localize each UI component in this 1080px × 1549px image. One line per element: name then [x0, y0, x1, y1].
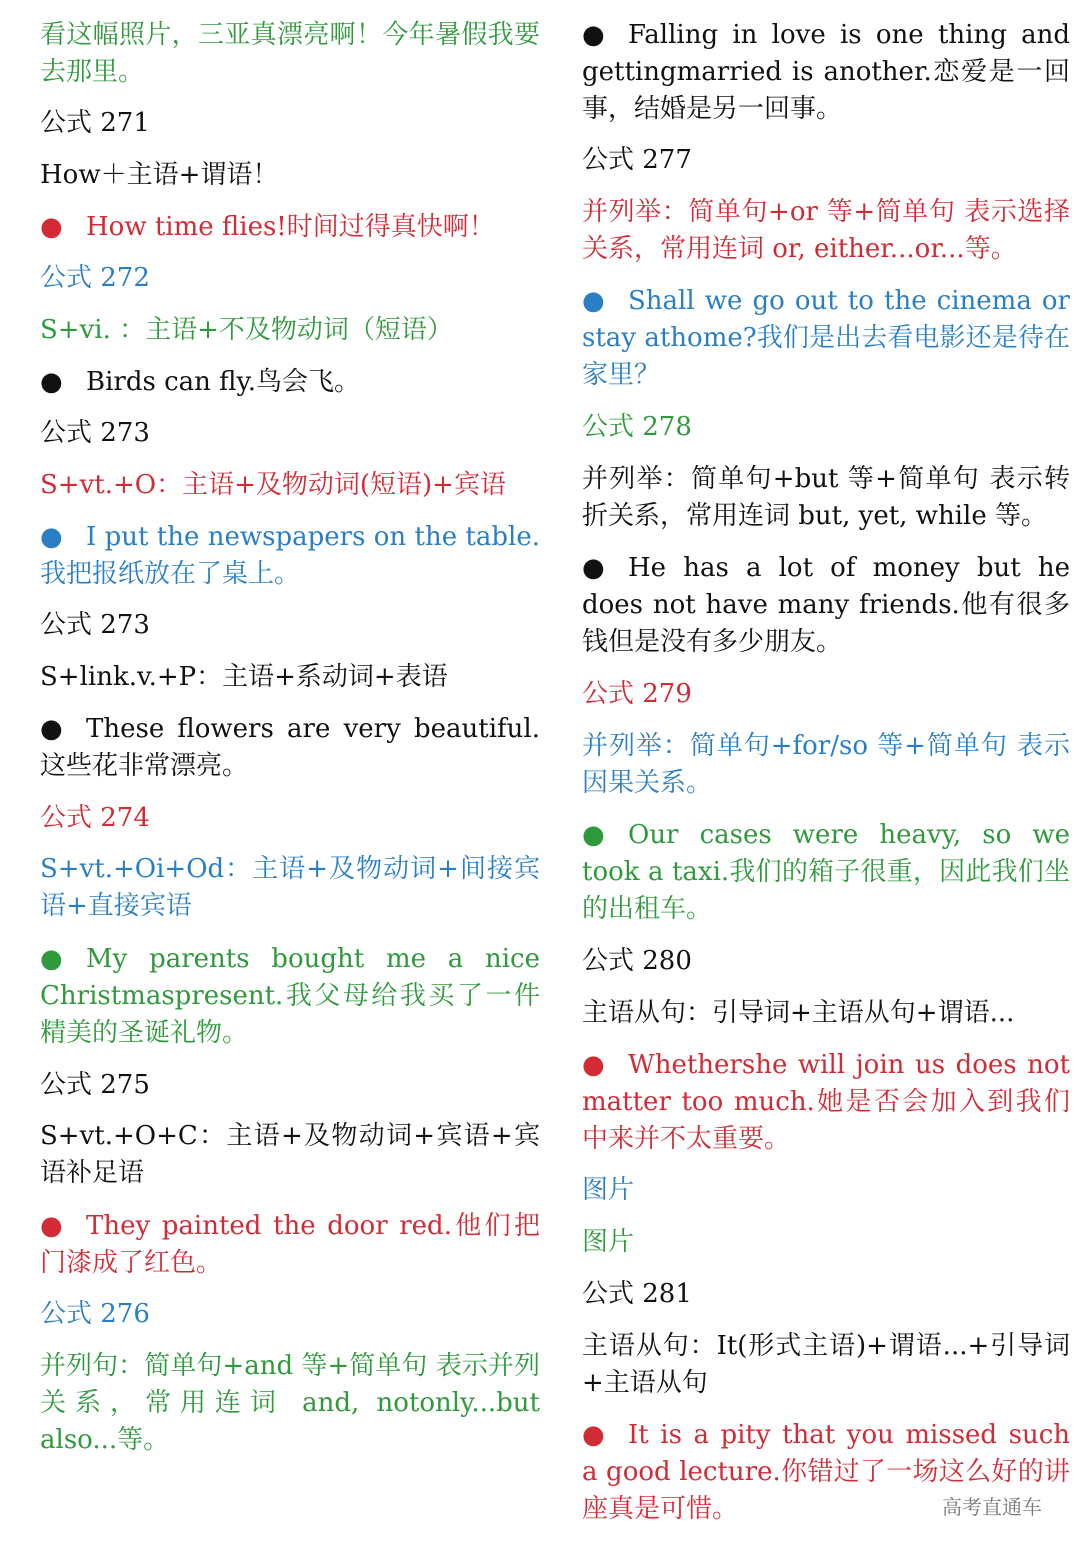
- example-text: My parents bought me a nice Christmaspresent.我父母给我买了一件精美的圣诞礼物。: [40, 944, 540, 1048]
- bullet-dot: ●: [40, 714, 63, 744]
- intro-example-text: 看这幅照片，三亚真漂亮啊！今年暑假我要去那里。: [40, 20, 540, 87]
- example-text: These flowers are very beautiful.这些花非常漂亮。: [40, 714, 540, 781]
- formula-273-rule: S+vt.+O：主语+及物动词(短语)+宾语: [40, 470, 506, 500]
- example-text: He has a lot of money but he does not have many friends.他有很多钱但是没有多少朋友。: [582, 553, 1070, 657]
- formula-281-rule: 主语从句：It(形式主语)+谓语...+引导词+主语从句: [582, 1331, 1070, 1398]
- formula-273b-heading: 公式 273: [40, 610, 150, 640]
- formula-281-heading: 公式 281: [582, 1279, 692, 1309]
- example-text: Falling in love is one thing and gettingmarried is another.恋爱是一回事，结婚是另一回事。: [582, 20, 1070, 124]
- watermark: 高考直通车: [942, 1495, 1042, 1519]
- bullet-dot: ●: [40, 367, 63, 397]
- bullet-dot: ●: [582, 553, 605, 583]
- formula-279-rule: 并列举：简单句+for/so 等+简单句 表示因果关系。: [582, 731, 1070, 798]
- bullet-dot: ●: [582, 820, 605, 850]
- formula-275-rule: S+vt.+O+C：主语+及物动词+宾语+宾语补足语: [40, 1121, 540, 1188]
- example-text: Our cases were heavy, so we took a taxi.我们的箱子很重，因此我们坐的出租车。: [582, 820, 1070, 924]
- formula-276-heading: 公式 276: [40, 1299, 150, 1329]
- bullet-dot: ●: [40, 212, 63, 242]
- image-placeholder-1: 图片: [582, 1175, 635, 1205]
- formula-273b-rule: S+link.v.+P：主语+系动词+表语: [40, 662, 448, 692]
- example-text: It is a pity that you missed such a good lecture.你错过了一场这么好的讲座真是可惜。: [582, 1420, 1070, 1524]
- formula-272-rule: S+vi. ：主语+不及物动词（短语）: [40, 315, 453, 345]
- formula-274-example: [40, 941, 540, 1052]
- formula-278-rule: 并列举：简单句+but 等+简单句 表示转折关系，常用连词 but, yet, while 等。: [582, 464, 1070, 531]
- formula-273b-example: [40, 711, 540, 785]
- formula-279-heading: 公式 279: [582, 679, 692, 709]
- formula-280-example: [582, 1047, 1070, 1158]
- formula-277-heading: 公式 277: [582, 145, 692, 175]
- formula-276-rule: 并列句：简单句+and 等+简单句 表示并列关系，常用连词 and, notonly...but also...等。: [40, 1351, 540, 1455]
- formula-275-heading: 公式 275: [40, 1070, 150, 1100]
- bullet-dot: ●: [40, 522, 63, 552]
- formula-280-rule: 主语从句：引导词+主语从句+谓语...: [582, 998, 1015, 1028]
- bullet-dot: ●: [582, 1420, 605, 1450]
- formula-278-example: [582, 550, 1070, 661]
- formula-276-example: [582, 17, 1070, 128]
- formula-274-rule: S+vt.+Oi+Od：主语+及物动词+间接宾语+直接宾语: [40, 854, 540, 921]
- formula-271-example: [40, 209, 495, 246]
- formula-273-heading: 公式 273: [40, 418, 150, 448]
- bullet-dot: ●: [40, 944, 63, 974]
- formula-277-example: [582, 283, 1070, 394]
- example-text: How time flies!时间过得真快啊！: [86, 212, 495, 242]
- bullet-dot: ●: [582, 20, 605, 50]
- example-text: Shall we go out to the cinema or stay athome?我们是出去看电影还是待在家里？: [582, 286, 1070, 390]
- formula-280-heading: 公式 280: [582, 946, 692, 976]
- bullet-dot: ●: [582, 286, 605, 316]
- image-placeholder-2: 图片: [582, 1227, 635, 1257]
- example-text: I put the newspapers on the table.我把报纸放在了桌上。: [40, 522, 540, 589]
- formula-273-example: [40, 519, 540, 593]
- example-text: Birds can fly.鸟会飞。: [86, 367, 361, 397]
- example-text: They painted the door red.他们把门漆成了红色。: [40, 1211, 540, 1278]
- formula-277-rule: 并列举：简单句+or 等+简单句 表示选择关系，常用连词 or, either...or...等。: [582, 197, 1070, 264]
- formula-279-example: [582, 817, 1070, 928]
- formula-278-heading: 公式 278: [582, 412, 692, 442]
- formula-271-rule: How＋主语+谓语！: [40, 160, 279, 190]
- example-text: Whethershe will join us does not matter too much.她是否会加入到我们中来并不太重要。: [582, 1050, 1070, 1154]
- formula-272-example: [40, 364, 360, 401]
- bullet-dot: ●: [40, 1211, 63, 1241]
- bullet-dot: ●: [582, 1050, 605, 1080]
- formula-275-example: [40, 1208, 540, 1282]
- formula-272-heading: 公式 272: [40, 263, 150, 293]
- formula-274-heading: 公式 274: [40, 803, 150, 833]
- formula-271-heading: 公式 271: [40, 108, 150, 138]
